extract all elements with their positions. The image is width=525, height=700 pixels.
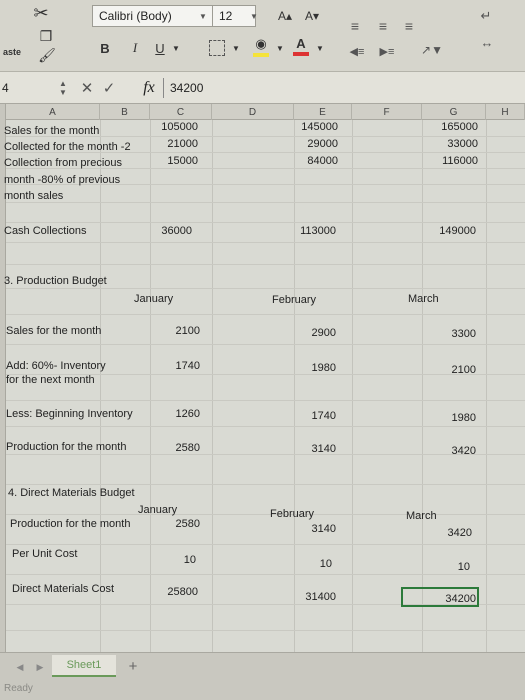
cell-label[interactable]: Per Unit Cost: [12, 548, 78, 560]
column-header-a[interactable]: A: [6, 104, 100, 120]
cell-value[interactable]: 1980: [451, 412, 476, 424]
decrease-indent-icon[interactable]: ◀≡: [349, 45, 365, 58]
gridline: [6, 426, 525, 427]
next-sheet-icon[interactable]: ▶: [36, 661, 44, 672]
gridline: [100, 120, 101, 652]
enter-icon[interactable]: ✓: [102, 80, 116, 97]
name-box[interactable]: 4: [2, 81, 9, 95]
gridline: [6, 630, 525, 631]
align-top-icon[interactable]: ≡: [350, 18, 360, 34]
column-label[interactable]: February: [270, 508, 315, 520]
column-label[interactable]: January: [138, 504, 178, 516]
cell-value[interactable]: 25800: [167, 586, 198, 598]
align-middle-icon[interactable]: ≡: [378, 18, 388, 34]
column-label[interactable]: March: [406, 510, 437, 522]
cell-value[interactable]: 84000: [307, 155, 338, 167]
status-text: Ready: [4, 683, 33, 694]
column-headers: [6, 104, 525, 120]
gridline: [6, 574, 525, 575]
shrink-font-button[interactable]: A▾: [304, 9, 320, 23]
cell-value[interactable]: 2580: [175, 442, 200, 454]
gridline: [6, 544, 525, 545]
borders-icon[interactable]: [205, 36, 229, 60]
increase-indent-icon[interactable]: ▶≡: [379, 45, 395, 58]
cell-value[interactable]: 1740: [311, 410, 336, 422]
cell-value[interactable]: 2100: [175, 325, 200, 337]
chevron-down-icon[interactable]: ▼: [172, 43, 180, 53]
chevron-down-icon[interactable]: ▼: [250, 11, 258, 21]
column-label[interactable]: March: [408, 293, 439, 305]
gridline: [6, 514, 525, 515]
spreadsheet-grid[interactable]: [0, 104, 525, 652]
cell-value[interactable]: 2900: [311, 327, 336, 339]
italic-button[interactable]: I: [132, 40, 138, 55]
cell-value[interactable]: 3140: [311, 443, 336, 455]
cancel-icon[interactable]: ✕: [80, 80, 94, 97]
cell-value[interactable]: 36000: [161, 225, 192, 237]
cell-value[interactable]: 21000: [167, 138, 198, 150]
cell-label[interactable]: Production for the month: [6, 441, 127, 453]
cell-label[interactable]: Add: 60%- Inventory: [6, 360, 106, 372]
cell-label[interactable]: Less: Beginning Inventory: [6, 408, 133, 420]
cell-label[interactable]: Production for the month: [10, 518, 131, 530]
grow-font-button[interactable]: A▴: [277, 9, 293, 23]
gridline: [352, 120, 353, 652]
cell-value[interactable]: 2580: [175, 518, 200, 530]
cell-value[interactable]: 3420: [447, 527, 472, 539]
column-header-b[interactable]: B: [100, 104, 150, 120]
column-header-f[interactable]: F: [352, 104, 422, 120]
cell-value[interactable]: 165000: [441, 121, 478, 133]
cell-value[interactable]: 15000: [167, 155, 198, 167]
cell-value[interactable]: 3420: [451, 445, 476, 457]
column-header-h[interactable]: H: [486, 104, 525, 120]
chevron-down-icon[interactable]: ▼: [199, 11, 207, 21]
cell-label[interactable]: Cash Collections: [4, 225, 87, 237]
cell-value[interactable]: 3300: [451, 328, 476, 340]
name-box-stepper-icon[interactable]: ▲ ▼: [59, 79, 67, 97]
format-painter-icon[interactable]: 🖌: [38, 46, 56, 63]
cell-value[interactable]: 10: [319, 558, 332, 570]
cell-value[interactable]: 3140: [311, 523, 336, 535]
column-header-g[interactable]: G: [422, 104, 486, 120]
cell-value[interactable]: 31400: [305, 591, 336, 603]
gridline: [150, 120, 151, 652]
cell-label[interactable]: month -80% of previous: [4, 174, 121, 186]
fill-color-icon[interactable]: ◉: [250, 34, 272, 58]
cell-value[interactable]: 33000: [447, 138, 478, 150]
cell-value[interactable]: 10: [183, 554, 196, 566]
gridline: [6, 344, 525, 345]
add-sheet-button[interactable]: +: [128, 657, 138, 675]
paste-button[interactable]: aste: [2, 47, 21, 57]
prev-sheet-icon[interactable]: ◀: [16, 661, 24, 672]
orientation-icon[interactable]: ↗▼: [421, 43, 443, 57]
cell-value[interactable]: 149000: [439, 225, 476, 237]
cell-value[interactable]: 116000: [442, 155, 478, 167]
cell-label[interactable]: month sales: [4, 190, 64, 202]
sheet-tab-bar: [0, 652, 525, 700]
wrap-text-icon[interactable]: ↵: [480, 8, 492, 23]
cell-value[interactable]: 2100: [451, 364, 476, 376]
font-color-icon[interactable]: A: [290, 34, 312, 58]
chevron-down-icon[interactable]: ▼: [232, 43, 240, 53]
column-header-e[interactable]: E: [294, 104, 352, 120]
cell-label[interactable]: Sales for the month: [4, 125, 100, 137]
cell-value[interactable]: 1260: [175, 408, 200, 420]
copy-icon[interactable]: ❐: [39, 27, 53, 44]
gridline: [294, 120, 295, 652]
cell-value[interactable]: 113000: [300, 225, 336, 237]
gridline: [486, 120, 487, 652]
cut-icon[interactable]: ✂: [33, 2, 49, 23]
gridline: [6, 288, 525, 289]
cell-value[interactable]: 10: [457, 561, 470, 573]
gridline: [212, 120, 213, 652]
bold-button[interactable]: B: [100, 40, 110, 56]
cell-value[interactable]: 1740: [175, 360, 200, 372]
cell-value[interactable]: 105000: [161, 121, 198, 133]
gridline: [6, 314, 525, 315]
cell-value[interactable]: 29000: [307, 138, 338, 150]
gridline: [6, 400, 525, 401]
cell-value[interactable]: 1980: [311, 362, 336, 374]
gridline: [6, 222, 525, 223]
font-size-select[interactable]: 12: [212, 5, 256, 27]
section-title[interactable]: 4. Direct Materials Budget: [8, 487, 135, 499]
align-bottom-icon[interactable]: ≡: [404, 18, 414, 34]
cell-label[interactable]: Collected for the month -2: [4, 141, 131, 153]
chevron-down-icon[interactable]: ▼: [276, 43, 284, 53]
gridline: [6, 242, 525, 243]
insert-function-icon[interactable]: fx: [143, 79, 155, 96]
cell-label[interactable]: for the next month: [6, 374, 95, 386]
sheet-tab[interactable]: Sheet1: [52, 655, 116, 677]
gridline: [6, 264, 525, 265]
gridline: [6, 202, 525, 203]
column-header-d[interactable]: D: [212, 104, 294, 120]
chevron-down-icon[interactable]: ▼: [316, 43, 324, 53]
section-title[interactable]: 3. Production Budget: [4, 275, 107, 287]
cell-value[interactable]: 34200: [445, 593, 476, 605]
column-header-c[interactable]: C: [150, 104, 212, 120]
divider: [163, 78, 164, 98]
formula-input[interactable]: 34200: [170, 81, 204, 95]
gridline: [422, 120, 423, 652]
cell-label[interactable]: Sales for the month: [6, 325, 102, 337]
formula-bar: [0, 72, 525, 104]
gridline: [6, 484, 525, 485]
cell-label[interactable]: Direct Materials Cost: [12, 583, 115, 595]
column-label[interactable]: February: [272, 294, 317, 306]
column-label[interactable]: January: [134, 293, 174, 305]
cell-label[interactable]: Collection from precious: [4, 157, 122, 169]
font-name-select[interactable]: Calibri (Body): [92, 5, 220, 27]
cell-value[interactable]: 145000: [301, 121, 338, 133]
underline-button[interactable]: U: [155, 40, 165, 56]
ribbon: [0, 0, 525, 72]
merge-cells-icon[interactable]: ↔: [480, 34, 494, 50]
